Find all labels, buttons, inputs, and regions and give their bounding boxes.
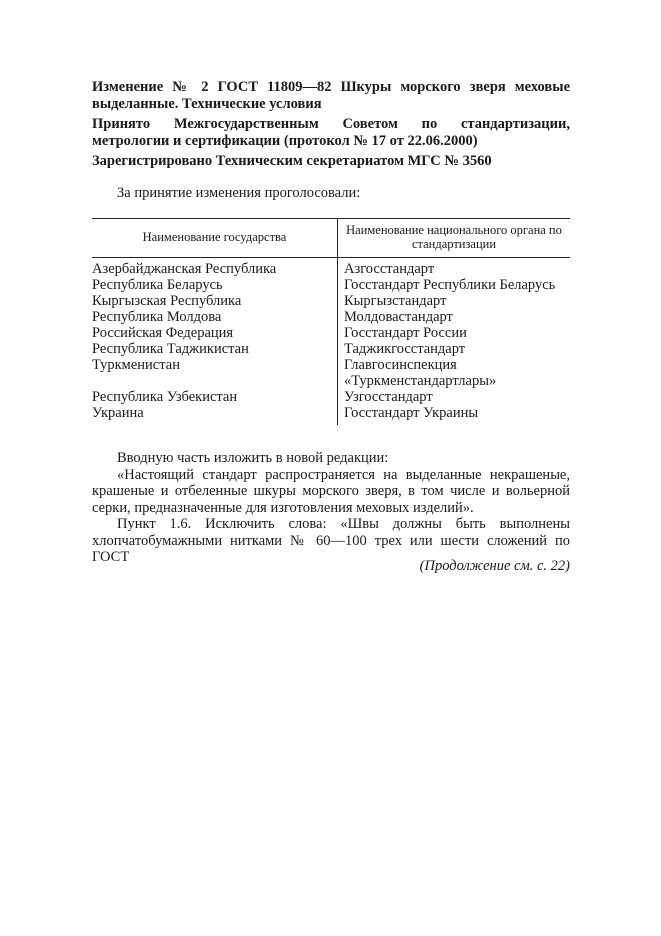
table-top-rule	[92, 218, 570, 219]
new-intro-text: «Настоящий стандарт распространяется на выделанные некрашеные, крашеные и отбеленные шкуры морского зверя, в том числе и вольерной серки, предназначенные для изготовления меховых изделий».	[92, 466, 570, 516]
state-cell: Азербайджанская Республика	[92, 261, 277, 277]
body-cell: Госстандарт Республики Беларусь	[344, 277, 556, 293]
state-cell: Республика Молдова	[92, 309, 222, 325]
body-cell: Молдовастандарт	[344, 309, 453, 325]
state-cell: Российская Федерация	[92, 325, 234, 341]
table-row	[92, 405, 570, 421]
amendment-title: Изменение № 2 ГОСТ 11809—82 Шкуры морского зверя меховые выделанные. Технические условия	[92, 79, 570, 112]
state-cell: Кыргызская Республика	[92, 293, 242, 309]
adopted-statement: Принято Межгосударственным Советом по стандартизации, метрологии и сертификации (протокол № 17 от 22.06.2000)	[92, 116, 570, 149]
intro-instruction: Вводную часть изложить в новой редакции:	[117, 450, 389, 466]
table-rows	[92, 261, 570, 421]
table-row	[92, 389, 570, 405]
table-header-rule	[92, 257, 570, 258]
state-cell: Республика Таджикистан	[92, 341, 249, 357]
state-cell: Украина	[92, 405, 144, 421]
header-state: Наименование государства	[142, 230, 287, 244]
table-row	[92, 357, 570, 389]
table-row	[92, 277, 570, 293]
body-cell: Госстандарт России	[344, 325, 467, 341]
table-row	[92, 341, 570, 357]
table-row	[92, 309, 570, 325]
body-cell: Таджикгосстандарт	[344, 341, 466, 357]
registration-statement: Зарегистрировано Техническим секретариатом МГС № 3560	[92, 153, 492, 169]
clause-1-6-instruction: Пункт 1.6. Исключить слова: «Швы должны быть выполнены хлопчатобумажными нитками № 60—100 трех или шести сложений по ГОСТ	[92, 516, 570, 565]
voted-intro: За принятие изменения проголосовали:	[117, 185, 361, 201]
header-standards-body: Наименование национального органа по стандартизации	[346, 223, 562, 251]
body-cell: Главгосинспекция «Туркменстандартлары»	[344, 357, 497, 389]
body-cell: Узгосстандарт	[344, 389, 433, 405]
state-cell: Республика Беларусь	[92, 277, 223, 293]
continuation-note: (Продолжение см. с. 22)	[419, 558, 570, 574]
table-row	[92, 261, 570, 277]
amendment-body	[92, 450, 570, 566]
body-cell: Госстандарт Украины	[344, 405, 479, 421]
table-row	[92, 293, 570, 309]
table-row	[92, 325, 570, 341]
state-cell: Республика Узбекистан	[92, 389, 238, 405]
body-cell: Азгосстандарт	[344, 261, 435, 277]
body-cell: Кыргызстандарт	[344, 293, 447, 309]
state-cell: Туркменистан	[92, 357, 180, 373]
